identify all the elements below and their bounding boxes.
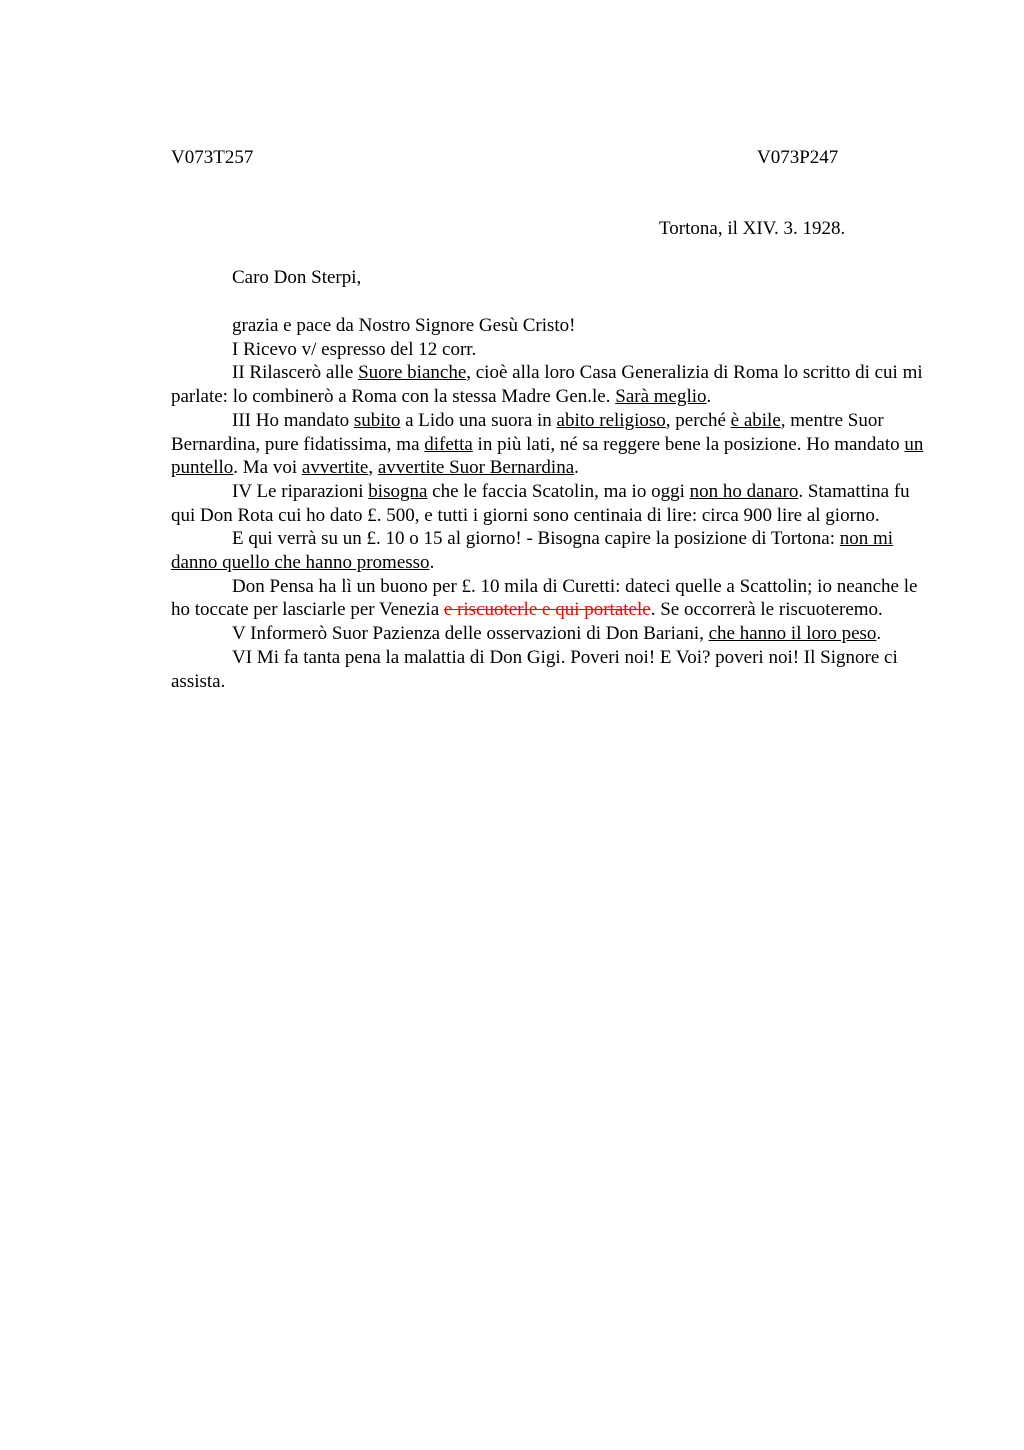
text-span: ,: [368, 457, 378, 479]
text-span: , mentre Suor Bernardina, pure fidatissima, ma: [171, 409, 884, 455]
paragraph-tortona: [171, 527, 933, 574]
underlined-text: difetta: [424, 433, 473, 455]
place-date: Tortona, il XIV. 3. 1928.: [659, 218, 846, 239]
text-span: E qui verrà su un £. 10 o 15 al giorno! - Bisogna capire la posizione di Tortona:: [232, 528, 840, 550]
text-span: .: [876, 623, 882, 645]
text-span: .: [706, 386, 712, 408]
underlined-text: è abile: [730, 409, 781, 431]
underlined-text: Suore bianche: [358, 362, 467, 384]
text-span: .: [429, 552, 435, 574]
text-span: III Ho mandato: [232, 409, 354, 431]
text-span: . Se occorrerà le riscuoteremo.: [650, 599, 883, 621]
text-span: a Lido una suora in: [400, 409, 557, 431]
document-code-right: V073P247: [757, 147, 839, 168]
text-span: in più lati, né sa reggere bene la posizione. Ho mandato: [472, 433, 905, 455]
paragraph-iv: [171, 480, 933, 527]
paragraph-vi: VI Mi fa tanta pena la malattia di Don Gigi. Poveri noi! E Voi? poveri noi! Il Signore ci assista.: [171, 646, 898, 692]
underlined-text: non ho danaro: [689, 480, 799, 502]
paragraph-ii: [171, 361, 933, 408]
text-span: Don Pensa ha lì un buono per £. 10 mila di Curetti: dateci quelle a Scattolin; io neanche le ho toccate per lasciarle per Venezia: [171, 575, 918, 621]
paragraph-i: I Ricevo v/ espresso del 12 corr.: [232, 338, 477, 360]
underlined-text: avvertite Suor Bernardina: [377, 457, 575, 479]
struck-through-text: e riscuoterle e qui portatele: [443, 599, 651, 621]
text-span: . Stamattina fu qui Don Rota cui ho dato £. 500, e tutti i giorni sono centinaia di lire: circa 900 lire al giorno.: [171, 480, 910, 526]
underlined-text: subito: [353, 409, 401, 431]
text-span: V Informerò Suor Pazienza delle osservazioni di Don Bariani,: [232, 623, 709, 645]
underlined-text: abito religioso: [556, 409, 666, 431]
text-span: , perché: [665, 409, 731, 431]
letter-body: [171, 314, 933, 693]
salutation: Caro Don Sterpi,: [232, 267, 362, 288]
underlined-text: bisogna: [368, 480, 428, 502]
paragraph-iii: [171, 409, 933, 480]
underlined-text: un puntello: [171, 433, 924, 479]
document-code-left: V073T257: [171, 147, 254, 168]
paragraph-greeting: grazia e pace da Nostro Signore Gesù Cristo!: [232, 315, 576, 336]
text-span: IV Le riparazioni: [232, 480, 369, 502]
underlined-text: avvertite: [301, 457, 369, 479]
text-span: che le faccia Scatolin, ma io oggi: [427, 480, 690, 502]
paragraph-don-pensa: [171, 575, 933, 622]
underlined-text: che hanno il loro peso: [708, 623, 877, 645]
text-span: II Rilascerò alle: [232, 362, 359, 384]
underlined-text: Sarà meglio: [615, 386, 707, 408]
text-span: , cioè alla loro Casa Generalizia di Roma lo scritto di cui mi parlate: lo combinerò a Roma con la stessa Madre Gen.le.: [171, 362, 923, 408]
text-span: .: [574, 457, 579, 479]
underlined-text: non mi danno quello che hanno promesso: [171, 528, 894, 574]
text-span: . Ma voi: [233, 457, 302, 479]
paragraph-v: [171, 622, 933, 646]
